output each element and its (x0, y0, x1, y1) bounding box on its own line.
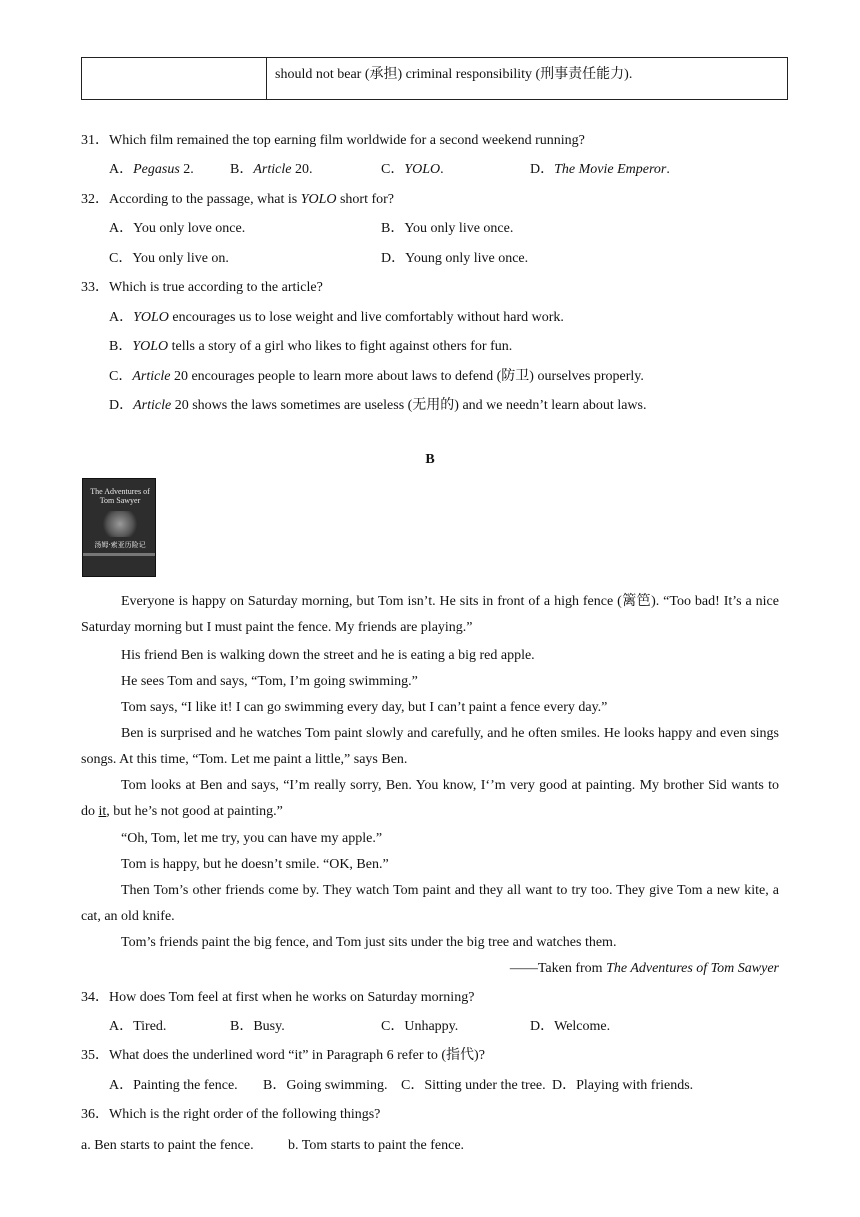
story-paragraph-6: Tom looks at Ben and says, “I’m really sorry, Ben. You know, I‘’m very good at painting. My brother Sid wants to do it, but he’s not good at painting.” (81, 778, 779, 819)
story-paragraph-2: His friend Ben is walking down the street and he is eating a big red apple. (121, 648, 535, 663)
q35-option-d: D．Playing with friends. (552, 1078, 694, 1093)
q33-option-a: A．YOLO encourages us to lose weight and live comfortably without hard work. (109, 310, 564, 325)
q33-option-b: B．YOLO tells a story of a girl who likes to fight against others for fun. (109, 339, 513, 354)
q32-option-c: C．You only live on. (109, 251, 229, 266)
story-paragraph-1: Everyone is happy on Saturday morning, but Tom isn’t. He sits in front of a high fence (篱笆). “Too bad! It’s a nice Saturday morning but I must paint the fence. My friends are playing.” (81, 594, 779, 635)
question-32: 32．According to the passage, what is YOLO short for? (81, 192, 395, 207)
q32-option-a: A．You only love once. (109, 221, 246, 236)
story-paragraph-4: Tom says, “I like it! I can go swimming every day, but I can’t paint a fence every day.” (121, 700, 608, 715)
table-cell-right: should not bear (承担) criminal responsibility (刑事责任能力). (275, 67, 633, 82)
q31-option-b: B．Article 20. (230, 162, 313, 177)
q32-option-d: D．Young only live once. (381, 251, 529, 266)
q33-option-d: D．Article 20 shows the laws sometimes are useless (无用的) and we needn’t learn about laws. (109, 398, 647, 413)
table-cell-left (82, 58, 267, 99)
q34-option-c: C．Unhappy. (381, 1019, 459, 1034)
q36-item-a: a. Ben starts to paint the fence. (81, 1138, 254, 1153)
question-36: 36．Which is the right order of the following things? (81, 1107, 381, 1122)
q35-option-c: C．Sitting under the tree. (401, 1078, 546, 1093)
q31-option-d: D．The Movie Emperor. (530, 162, 670, 177)
underlined-word-it: it (98, 804, 107, 819)
q34-option-b: B．Busy. (230, 1019, 285, 1034)
question-34: 34．How does Tom feel at first when he works on Saturday morning? (81, 990, 475, 1005)
question-31: 31．Which film remained the top earning film worldwide for a second weekend running? (81, 133, 585, 148)
story-paragraph-3: He sees Tom and says, “Tom, I’m going swimming.” (121, 674, 418, 689)
book-cover-image (82, 478, 156, 577)
section-heading: B (425, 452, 435, 467)
q35-option-a: A．Painting the fence. (109, 1078, 238, 1093)
q35-option-b: B．Going swimming. (263, 1078, 388, 1093)
q32-option-b: B．You only live once. (381, 221, 514, 236)
q31-option-c: C．YOLO. (381, 162, 444, 177)
story-paragraph-8: Tom is happy, but he doesn’t smile. “OK, Ben.” (121, 857, 389, 872)
story-paragraph-5: Ben is surprised and he watches Tom paint slowly and carefully, and he often smiles. He looks happy and even sings songs. At this time, “Tom. Let me paint a little,” says Ben. (81, 726, 779, 767)
question-35: 35．What does the underlined word “it” in Paragraph 6 refer to (指代)? (81, 1048, 485, 1063)
question-33: 33．Which is true according to the article? (81, 280, 323, 295)
table-fragment (81, 57, 788, 100)
q34-option-d: D．Welcome. (530, 1019, 611, 1034)
q31-option-a: A．Pegasus 2. (109, 162, 194, 177)
book-cover-subtitle: 汤姆·索亚历险记 (94, 541, 146, 549)
book-cover-portrait (101, 511, 139, 537)
q33-option-c: C．Article 20 encourages people to learn more about laws to defend (防卫) ourselves properly. (109, 369, 644, 384)
story-paragraph-7: “Oh, Tom, let me try, you can have my apple.” (121, 831, 383, 846)
story-paragraph-10: Tom’s friends paint the big fence, and Tom just sits under the big tree and watches them. (121, 935, 617, 950)
story-paragraph-9: Then Tom’s other friends come by. They watch Tom paint and they all want to try too. They give Tom a new kite, a cat, an old knife. (81, 883, 779, 924)
q34-option-a: A．Tired. (109, 1019, 167, 1034)
book-cover-title: The Adventures of Tom Sawyer (90, 487, 150, 505)
source-credit: ——Taken from The Adventures of Tom Sawyer (509, 961, 779, 976)
q36-item-b: b. Tom starts to paint the fence. (288, 1138, 465, 1153)
book-cover-band (83, 553, 156, 556)
